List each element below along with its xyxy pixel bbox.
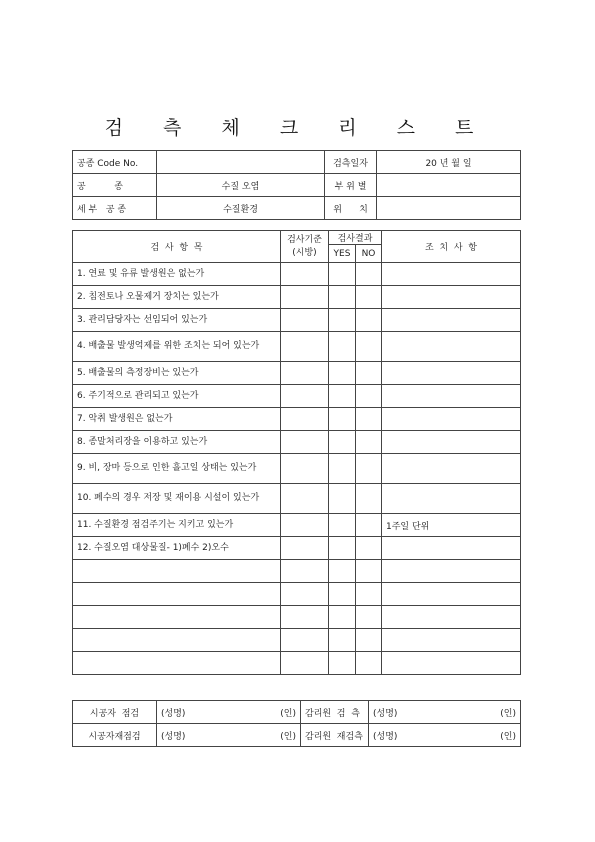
no-checkbox[interactable]	[356, 484, 382, 514]
action-field[interactable]	[382, 652, 521, 675]
seal-field[interactable]: (인)	[237, 701, 301, 724]
yes-checkbox[interactable]	[329, 408, 356, 431]
yes-checkbox[interactable]	[329, 286, 356, 309]
standard-field[interactable]	[281, 309, 329, 332]
yes-checkbox[interactable]	[329, 484, 356, 514]
sign-role: 시공자 점검	[73, 701, 157, 724]
sign-name-field[interactable]: (성명)	[157, 701, 237, 724]
action-field[interactable]	[382, 484, 521, 514]
seal-field[interactable]: (인)	[449, 724, 521, 747]
table-row	[73, 537, 521, 560]
header-value-field[interactable]	[377, 174, 521, 197]
yes-checkbox[interactable]	[329, 629, 356, 652]
header-value-field[interactable]: 수질 오염	[157, 174, 325, 197]
col-header-no: NO	[356, 245, 382, 263]
sign-role: 감리원 재검측	[301, 724, 369, 747]
action-field[interactable]	[382, 408, 521, 431]
page-title: 검 측 체 크 리 스 트	[104, 117, 491, 139]
no-checkbox[interactable]	[356, 629, 382, 652]
action-field[interactable]	[382, 629, 521, 652]
seal-field[interactable]: (인)	[237, 724, 301, 747]
standard-field[interactable]	[281, 385, 329, 408]
standard-field[interactable]	[281, 583, 329, 606]
table-row	[73, 263, 521, 286]
no-checkbox[interactable]	[356, 537, 382, 560]
no-checkbox[interactable]	[356, 362, 382, 385]
yes-checkbox[interactable]	[329, 537, 356, 560]
table-row	[73, 484, 521, 514]
item-text: 10. 폐수의 경우 저장 및 재이용 시설이 있는가	[73, 484, 281, 514]
header-value-field[interactable]	[377, 197, 521, 220]
item-text	[73, 583, 281, 606]
sign-name-field[interactable]: (성명)	[369, 724, 449, 747]
header-label: 공종 Code No.	[73, 151, 157, 174]
table-row	[73, 385, 521, 408]
no-checkbox[interactable]	[356, 309, 382, 332]
no-checkbox[interactable]	[356, 286, 382, 309]
yes-checkbox[interactable]	[329, 431, 356, 454]
standard-field[interactable]	[281, 484, 329, 514]
standard-field[interactable]	[281, 454, 329, 484]
table-row	[73, 309, 521, 332]
table-row	[73, 431, 521, 454]
col-header-action: 조 치 사 항	[382, 231, 521, 263]
table-row	[73, 514, 521, 537]
yes-checkbox[interactable]	[329, 362, 356, 385]
table-row	[73, 408, 521, 431]
item-text: 5. 배출물의 측정장비는 있는가	[73, 362, 281, 385]
col-header-item: 검 사 항 목	[73, 231, 281, 263]
header-table	[72, 150, 521, 220]
item-text: 4. 배출물 발생억제를 위한 조치는 되어 있는가	[73, 332, 281, 362]
no-checkbox[interactable]	[356, 408, 382, 431]
no-checkbox[interactable]	[356, 652, 382, 675]
col-header-standard	[281, 231, 329, 263]
yes-checkbox[interactable]	[329, 263, 356, 286]
standard-field[interactable]	[281, 408, 329, 431]
standard-field[interactable]	[281, 431, 329, 454]
yes-checkbox[interactable]	[329, 332, 356, 362]
table-row	[73, 560, 521, 583]
table-row	[73, 454, 521, 484]
item-text: 12. 수질오염 대상물질- 1)폐수 2)오수	[73, 537, 281, 560]
header-label: 검측일자	[325, 151, 377, 174]
standard-field[interactable]	[281, 606, 329, 629]
signature-table	[72, 700, 521, 747]
yes-checkbox[interactable]	[329, 454, 356, 484]
item-text	[73, 560, 281, 583]
action-field[interactable]	[382, 560, 521, 583]
no-checkbox[interactable]	[356, 431, 382, 454]
table-row	[73, 583, 521, 606]
item-text: 1. 연료 및 유류 발생원은 없는가	[73, 263, 281, 286]
no-checkbox[interactable]	[356, 263, 382, 286]
item-text: 11. 수질환경 점검주기는 지키고 있는가	[73, 514, 281, 537]
no-checkbox[interactable]	[356, 514, 382, 537]
no-checkbox[interactable]	[356, 606, 382, 629]
yes-checkbox[interactable]	[329, 309, 356, 332]
yes-checkbox[interactable]	[329, 606, 356, 629]
sign-name-field[interactable]: (성명)	[157, 724, 237, 747]
action-field[interactable]	[382, 286, 521, 309]
action-field[interactable]	[382, 454, 521, 484]
no-checkbox[interactable]	[356, 332, 382, 362]
header-label: 공 종	[73, 174, 157, 197]
header-value-field[interactable]	[157, 151, 325, 174]
no-checkbox[interactable]	[356, 385, 382, 408]
yes-checkbox[interactable]	[329, 514, 356, 537]
standard-field[interactable]	[281, 629, 329, 652]
col-header-result: 검사결과	[329, 231, 382, 245]
table-row	[73, 332, 521, 362]
standard-field[interactable]	[281, 514, 329, 537]
header-label: 위 치	[325, 197, 377, 220]
col-header-yes: YES	[329, 245, 356, 263]
action-field[interactable]	[382, 362, 521, 385]
yes-checkbox[interactable]	[329, 652, 356, 675]
table-row	[73, 629, 521, 652]
col-header-standard-line2: (시방)	[292, 247, 317, 258]
item-text: 7. 악취 발생원은 없는가	[73, 408, 281, 431]
header-value-field[interactable]: 수질환경	[157, 197, 325, 220]
action-field[interactable]	[382, 309, 521, 332]
table-row	[73, 362, 521, 385]
item-text	[73, 606, 281, 629]
item-text: 3. 관리담당자는 선임되어 있는가	[73, 309, 281, 332]
sign-name-field[interactable]: (성명)	[369, 701, 449, 724]
standard-field[interactable]	[281, 362, 329, 385]
item-text	[73, 652, 281, 675]
standard-field[interactable]	[281, 537, 329, 560]
col-header-standard-line1: 검사기준	[287, 234, 322, 245]
item-text: 8. 종말처리장을 이용하고 있는가	[73, 431, 281, 454]
no-checkbox[interactable]	[356, 583, 382, 606]
seal-field[interactable]: (인)	[449, 701, 521, 724]
no-checkbox[interactable]	[356, 454, 382, 484]
header-value-field[interactable]: 20 년 월 일	[377, 151, 521, 174]
item-text: 9. 비, 장마 등으로 인한 흘고일 상태는 있는가	[73, 454, 281, 484]
standard-field[interactable]	[281, 286, 329, 309]
standard-field[interactable]	[281, 560, 329, 583]
item-text	[73, 629, 281, 652]
yes-checkbox[interactable]	[329, 583, 356, 606]
sign-role: 감리원 검 측	[301, 701, 369, 724]
header-label: 부 위 별	[325, 174, 377, 197]
no-checkbox[interactable]	[356, 560, 382, 583]
yes-checkbox[interactable]	[329, 560, 356, 583]
table-row	[73, 606, 521, 629]
checklist-table	[72, 230, 521, 675]
table-row	[73, 652, 521, 675]
action-field[interactable]	[382, 537, 521, 560]
action-field[interactable]	[382, 332, 521, 362]
standard-field[interactable]	[281, 263, 329, 286]
yes-checkbox[interactable]	[329, 385, 356, 408]
action-field[interactable]	[382, 583, 521, 606]
action-field[interactable]	[382, 263, 521, 286]
action-field[interactable]	[382, 606, 521, 629]
sign-role: 시공자재점검	[73, 724, 157, 747]
action-field[interactable]: 1주일 단위	[382, 514, 521, 537]
item-text: 2. 침전토나 오물제거 장치는 있는가	[73, 286, 281, 309]
action-field[interactable]	[382, 431, 521, 454]
header-label: 세 부 공 종	[73, 197, 157, 220]
table-row	[73, 286, 521, 309]
item-text: 6. 주기적으로 관리되고 있는가	[73, 385, 281, 408]
standard-field[interactable]	[281, 332, 329, 362]
action-field[interactable]	[382, 385, 521, 408]
standard-field[interactable]	[281, 652, 329, 675]
